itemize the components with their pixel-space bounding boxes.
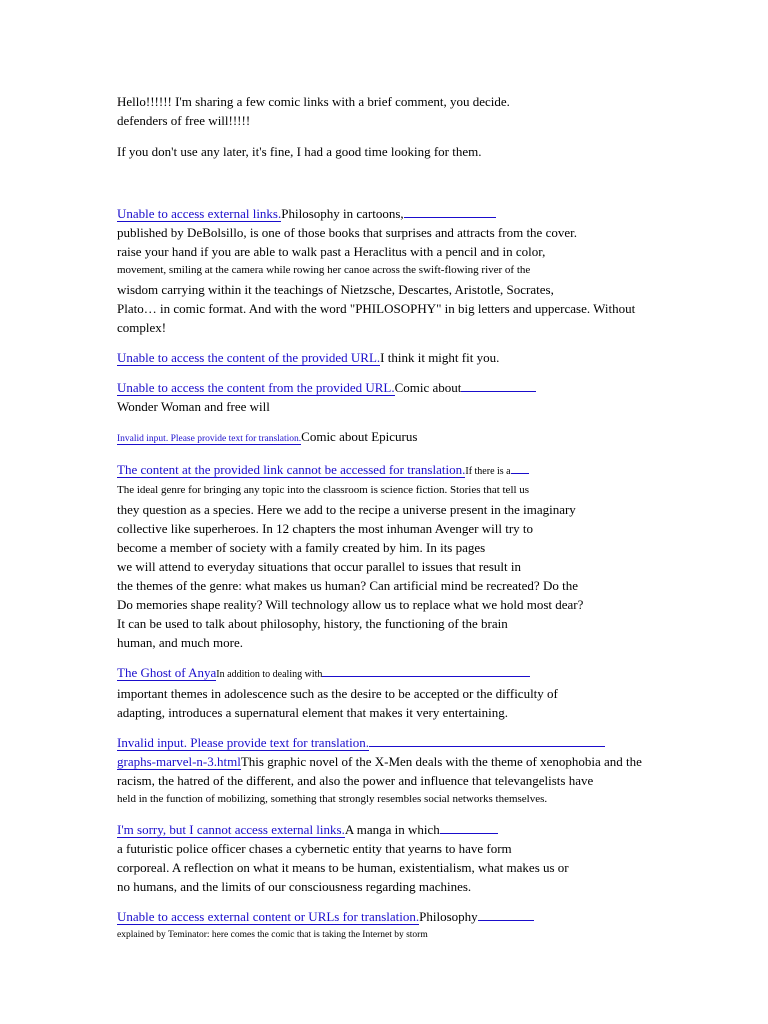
entry-7-text: racism, the hatred of the different, and also the power and influence that televangelists have xyxy=(117,773,594,788)
entry-5-heading xyxy=(117,460,717,481)
entry-8-title: A manga in which xyxy=(344,822,440,837)
entry-5-title: If there is a xyxy=(465,466,511,477)
entry-9-text: explained by Teminator: here comes the comic that is taking the Internet by storm xyxy=(117,930,428,940)
entry-7-heading-2 xyxy=(117,752,717,771)
entry-7-link[interactable]: Invalid input. Please provide text for translation. xyxy=(117,735,369,750)
entry-4-heading xyxy=(117,427,717,449)
entry-5-link[interactable]: The content at the provided link cannot be accessed for translation. xyxy=(117,462,466,477)
entry-3-heading xyxy=(117,378,717,397)
link-underline xyxy=(511,472,529,474)
entry-1-text: wisdom carrying within it the teachings of Nietzsche, Descartes, Aristotle, Socrates, xyxy=(117,282,554,297)
intro-line-1: Hello!!!!!! I'm sharing a few comic links with a brief comment, you decide. xyxy=(117,94,510,109)
entry-9-heading xyxy=(117,907,717,926)
entry-1-link[interactable]: Unable to access external links. xyxy=(117,206,282,221)
entry-1-text: Plato… in comic format. And with the word "PHILOSOPHY" in big letters and uppercase. Without xyxy=(117,301,636,316)
entry-2-title: I think it might fit you. xyxy=(380,350,500,365)
entry-6-text: important themes in adolescence such as the desire to be accepted or the difficulty of xyxy=(117,686,558,701)
entry-8-link[interactable]: I'm sorry, but I cannot access external links. xyxy=(117,822,345,837)
entry-2-link[interactable]: Unable to access the content of the provided URL. xyxy=(117,350,381,365)
link-underline xyxy=(404,216,496,218)
entry-3-text: Wonder Woman and free will xyxy=(117,399,270,414)
entry-4-link[interactable]: Invalid input. Please provide text for translation. xyxy=(117,434,302,444)
entry-6-text: adapting, introduces a supernatural element that makes it very entertaining. xyxy=(117,705,508,720)
entry-5-text: we will attend to everyday situations that occur parallel to issues that result in xyxy=(117,559,521,574)
entry-7-title: This graphic novel of the X-Men deals with the theme of xenophobia and the xyxy=(240,754,642,769)
entry-8-text: corporeal. A reflection on what it means to be human, existentialism, what makes us or xyxy=(117,860,569,875)
entry-7-text: held in the function of mobilizing, something that strongly resembles social networks themselves. xyxy=(117,793,548,805)
link-underline xyxy=(369,745,605,747)
entry-5-text: the themes of the genre: what makes us human? Can artificial mind be recreated? Do the xyxy=(117,578,578,593)
entry-8-text: a futuristic police officer chases a cybernetic entity that yearns to have form xyxy=(117,841,512,856)
link-underline xyxy=(478,919,534,921)
entry-8-text: no humans, and the limits of our consciousness regarding machines. xyxy=(117,879,472,894)
entry-5-text: It can be used to talk about philosophy, history, the functioning of the brain xyxy=(117,616,508,631)
entry-3-link[interactable]: Unable to access the content from the provided URL. xyxy=(117,380,395,395)
intro-line-2: defenders of free will!!!!! xyxy=(117,113,251,128)
entry-1-text: raise your hand if you are able to walk past a Heraclitus with a pencil and in color, xyxy=(117,244,546,259)
entry-5-text: Do memories shape reality? Will technology allow us to replace what we hold most dear? xyxy=(117,597,584,612)
entry-7-url-link[interactable]: graphs-marvel-n-3.html xyxy=(117,754,241,769)
entry-1-heading xyxy=(117,204,717,223)
entry-5-text: they question as a species. Here we add to the recipe a universe present in the imaginary xyxy=(117,502,576,517)
link-underline xyxy=(322,675,530,677)
entry-7-heading xyxy=(117,733,717,752)
entry-9-link[interactable]: Unable to access external content or URLs for translation. xyxy=(117,909,420,924)
entry-9-title: Philosophy xyxy=(419,909,478,924)
entry-1-title: Philosophy in cartoons, xyxy=(281,206,404,221)
entry-6-heading xyxy=(117,663,717,684)
link-underline xyxy=(440,832,498,834)
entry-5-text: become a member of society with a family created by him. In its pages xyxy=(117,540,486,555)
entry-3-title: Comic about xyxy=(394,380,462,395)
entry-2-heading xyxy=(117,348,717,367)
entry-1-text: complex! xyxy=(117,320,167,335)
link-underline xyxy=(461,390,536,392)
entry-5-text: The ideal genre for bringing any topic into the classroom is science fiction. Stories that tell us xyxy=(117,484,530,496)
entry-5-text: human, and much more. xyxy=(117,635,243,650)
entry-6-link[interactable]: The Ghost of Anya xyxy=(117,665,217,680)
document-page xyxy=(117,92,717,945)
entry-6-title: In addition to dealing with xyxy=(216,669,323,680)
entry-4-title: Comic about Epicurus xyxy=(301,429,418,444)
entry-5-text: collective like superheroes. In 12 chapters the most inhuman Avenger will try to xyxy=(117,521,534,536)
intro-line-3: If you don't use any later, it's fine, I had a good time looking for them. xyxy=(117,144,482,159)
entry-1-text: movement, smiling at the camera while rowing her canoe across the swift-flowing river of the xyxy=(117,264,531,276)
entry-8-heading xyxy=(117,820,717,839)
entry-1-text: published by DeBolsillo, is one of those books that surprises and attracts from the cover. xyxy=(117,225,577,240)
